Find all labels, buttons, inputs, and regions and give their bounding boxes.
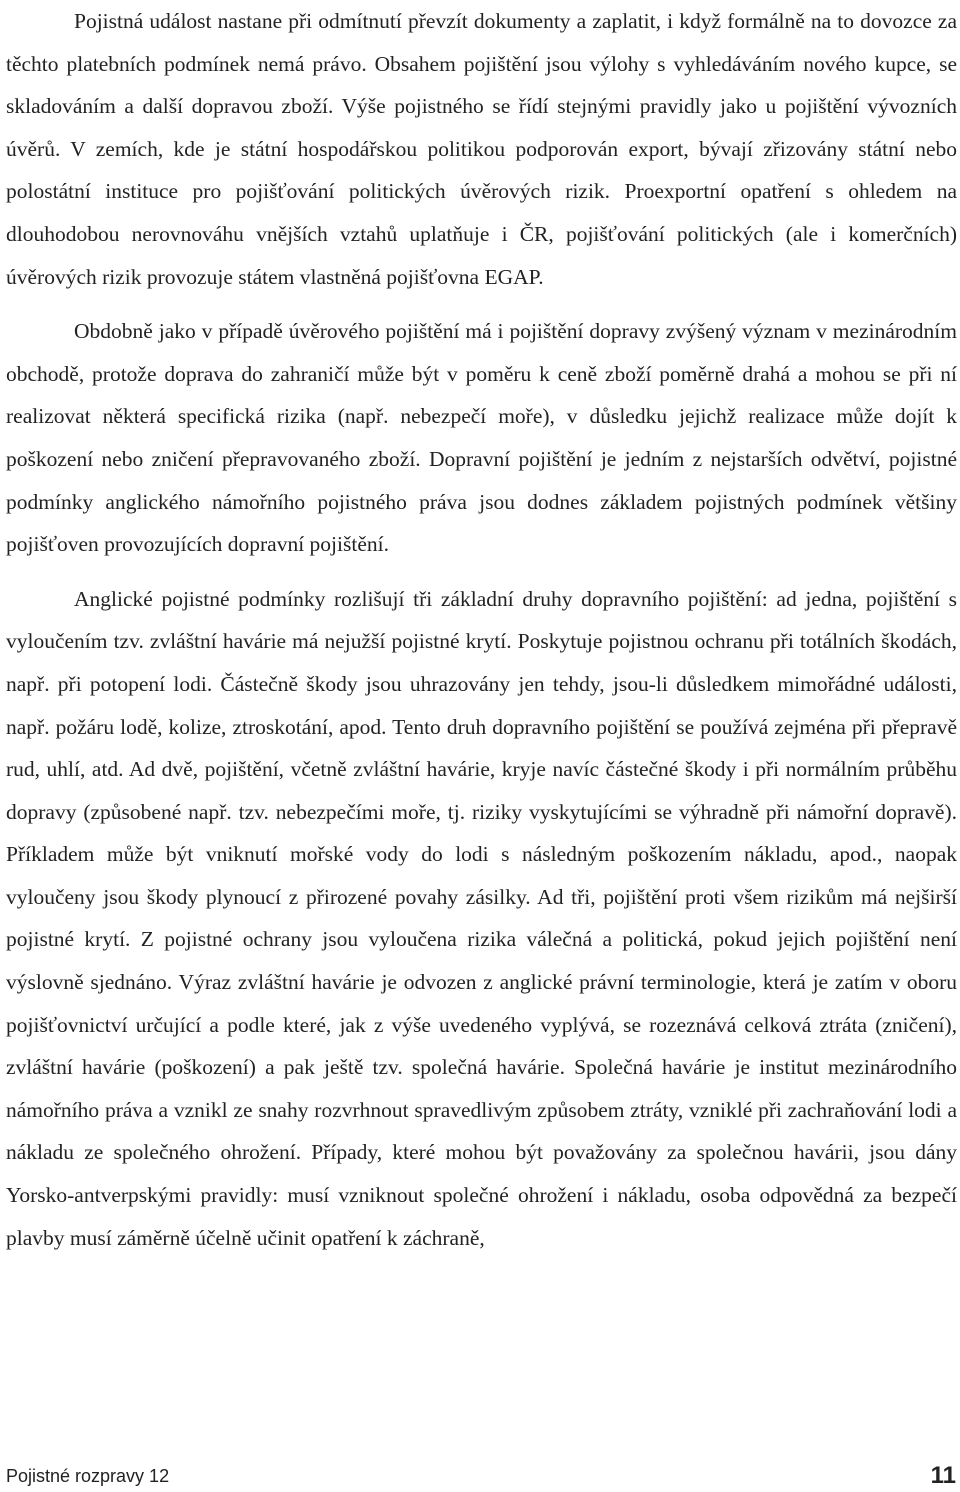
paragraph-1: Pojistná událost nastane při odmítnutí převzít dokumenty a zaplatit, i když formálně na to dovozce za těchto platebních podmínek nemá právo. Obsahem pojištění jsou výlohy s vyhledáváním nového kupce, se skladováním a další dopravou zboží. Výše pojistného se řídí stejnými pravidly jako u pojištění vývozních úvěrů. V zemích, kde je státní hospodářskou politikou podporován export, bývají zřizovány státní nebo polostátní instituce pro pojišťování politických úvěrových rizik. Proexportní opatření s ohledem na dlouhodobou nerovnováhu vnějších vztahů uplatňuje i ČR, pojišťování politických (ale i komerčních) úvěrových rizik provozuje státem vlastněná pojišťovna EGAP. bbox=[6, 9, 957, 289]
page-number: 11 bbox=[930, 1462, 956, 1489]
paragraph-3: Anglické pojistné podmínky rozlišují tři základní druhy dopravního pojištění: ad jedna, pojištění s vyloučením tzv. zvláštní havárie má nejužší pojistné krytí. Poskytuje pojistnou ochranu při totálních škodách, např. při potopení lodi. Částečně škody jsou uhrazovány jen tehdy, jsou-li důsledkem mimořádné události, např. požáru lodě, kolize, ztroskotání, apod. Tento druh dopravního pojištění se používá zejména při přepravě rud, uhlí, atd. Ad dvě, pojištění, včetně zvláštní havárie, kryje navíc částečné škody i při normálním průběhu dopravy (způsobené např. tzv. nebezpečími moře, tj. riziky vyskytujícími se výhradně při námořní dopravě). Příkladem může být vniknutí mořské vody do lodi s následným poškozením nákladu, apod., naopak vyloučeny jsou škody plynoucí z přirozené povahy zásilky. Ad tři, pojištění proti všem rizikům má nejširší pojistné krytí. Z pojistné ochrany jsou vyloučena rizika válečná a politická, pokud jejich pojištění není výslovně sjednáno. Výraz zvláštní havárie je odvozen z anglické právní terminologie, která je zatím v oboru pojišťovnictví určující a podle které, jak z výše uvedeného vyplývá, se rozeznává celková ztráta (zničení), zvláštní havárie (poškození) a pak ještě tzv. společná havárie. Společná havárie je institut mezinárodního námořního práva a vznikl ze snahy rozvrhnout spravedlivým způsobem ztráty, vzniklé při zachraňování lodi a nákladu ze společného ohrožení. Případy, které mohou být považovány za společnou havárii, jsou dány Yorsko-antverpskými pravidly: musí vzniknout společné ohrožení i nákladu, osoba odpovědná za bezpečí plavby musí záměrně účelně učinit opatření k záchraně, bbox=[6, 586, 957, 1250]
paragraph-2: Obdobně jako v případě úvěrového pojištění má i pojištění dopravy zvýšený význam v mezinárodním obchodě, protože doprava do zahraničí může být v poměru k ceně zboží poměrně drahá a mohou se při ní realizovat některá specifická rizika (např. nebezpečí moře), v důsledku jejichž realizace může dojít k poškození nebo zničení přepravovaného zboží. Dopravní pojištění je jedním z nejstarších odvětví, pojistné podmínky anglického námořního pojistného práva jsou dodnes základem pojistných podmínek většiny pojišťoven provozujících dopravní pojištění. bbox=[6, 319, 957, 557]
document-page bbox=[6, 0, 957, 1259]
page-footer bbox=[6, 1462, 956, 1492]
footer-publication-title: Pojistné rozpravy 12 bbox=[6, 1466, 170, 1486]
